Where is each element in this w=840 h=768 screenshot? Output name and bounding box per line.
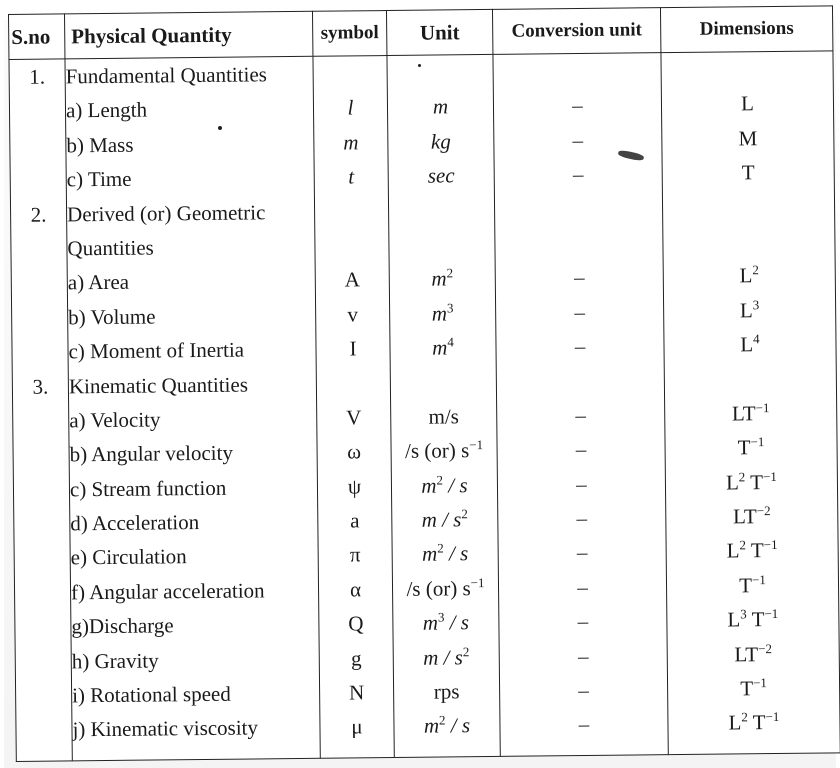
sno-cell xyxy=(16,644,71,679)
conversion-cell xyxy=(497,363,664,399)
dim-text: M xyxy=(738,125,758,151)
header-unit: Unit xyxy=(386,9,492,55)
dim-exponent: −2 xyxy=(758,640,773,656)
quantity-cell: c) Time xyxy=(66,166,132,192)
dimension-cell xyxy=(665,430,836,466)
symbol-cell xyxy=(317,366,390,401)
dim-text: LT xyxy=(731,401,756,426)
dim-exponent: 4 xyxy=(753,331,760,347)
sno-cell xyxy=(11,231,66,266)
unit-exponent: 2 xyxy=(436,472,444,488)
dim-exponent: −1 xyxy=(751,571,766,588)
unit-text: m/s xyxy=(428,404,460,429)
unit-cell xyxy=(392,502,497,537)
quantity-cell: j) Kinematic viscosity xyxy=(72,715,259,742)
unit-exponent: 2 xyxy=(461,506,468,522)
sno-cell xyxy=(12,335,67,370)
quantities-table xyxy=(8,5,840,762)
dim-text: T xyxy=(737,435,751,460)
unit-cell xyxy=(388,89,493,124)
quantity-cell: f) Angular acceleration xyxy=(70,578,265,605)
conversion-cell: – xyxy=(572,93,583,118)
conversion-cell xyxy=(495,191,662,227)
unit-cell xyxy=(394,708,499,743)
dim-exponent: 2 xyxy=(738,468,746,485)
symbol-cell: V xyxy=(346,405,362,430)
header-conversion-unit: Conversion unit xyxy=(492,8,660,55)
symbol-cell: t xyxy=(348,164,355,189)
quantity-cell: h) Gravity xyxy=(71,648,159,674)
sno-cell xyxy=(11,163,66,198)
quantity-cell: Quantities xyxy=(67,235,154,261)
sno-cell xyxy=(12,300,67,335)
quantity-cell: g)Discharge xyxy=(71,613,174,639)
conversion-cell: – xyxy=(572,127,584,152)
dim-text: LT xyxy=(732,504,757,529)
unit-cell xyxy=(393,605,498,640)
sno-cell: 3. xyxy=(32,374,49,399)
sno-cell xyxy=(10,94,65,129)
unit-text: sec xyxy=(427,163,455,188)
unit-text: / s xyxy=(444,610,470,635)
conversion-cell: – xyxy=(577,643,589,668)
unit-cell xyxy=(389,192,494,227)
unit-cell xyxy=(391,433,496,468)
unit-text: m xyxy=(431,301,448,326)
unit-cell xyxy=(389,158,494,193)
unit-exponent: 4 xyxy=(447,334,454,350)
conversion-cell xyxy=(495,225,662,261)
dim-text: L xyxy=(727,607,741,632)
conversion-cell: – xyxy=(575,437,587,462)
dim-text: T xyxy=(747,710,766,735)
unit-cell xyxy=(392,468,497,503)
symbol-cell: m xyxy=(343,130,359,155)
conversion-cell: – xyxy=(578,712,590,737)
dim-text: L xyxy=(739,297,753,323)
dim-text: T xyxy=(745,538,764,563)
quantity-cell: c) Stream function xyxy=(69,475,227,502)
sno-cell: 1. xyxy=(29,64,46,89)
ink-speck xyxy=(218,126,222,130)
quantity-cell: b) Volume xyxy=(68,304,156,330)
dim-exponent: −2 xyxy=(756,503,771,519)
unit-cell xyxy=(387,55,492,90)
sno-cell xyxy=(16,678,71,713)
unit-cell xyxy=(388,124,493,159)
quantity-cell: a) Area xyxy=(67,270,130,295)
header-physical-quantity: Physical Quantity xyxy=(65,11,313,59)
dimension-cell xyxy=(663,189,834,225)
conversion-cell: – xyxy=(572,162,584,187)
dim-text: L xyxy=(728,710,742,735)
quantity-cell: b) Mass xyxy=(66,132,134,158)
dimension-cell xyxy=(664,326,835,362)
body-row xyxy=(9,51,840,762)
dim-exponent: 3 xyxy=(740,606,747,622)
symbol-cell: μ xyxy=(351,714,363,739)
dim-text: LT xyxy=(734,641,759,667)
unit-exponent: −1 xyxy=(469,437,484,453)
symbol-cell: π xyxy=(349,542,361,567)
conversion-cell: – xyxy=(575,402,587,427)
dim-text: T xyxy=(746,607,765,632)
unit-cell xyxy=(394,674,499,709)
dimension-cell xyxy=(667,567,838,603)
dimension-cell xyxy=(666,533,837,569)
dimensions-column xyxy=(661,51,840,755)
sno-cell xyxy=(15,575,70,610)
unit-text: / s xyxy=(442,472,468,498)
unit-exponent: 2 xyxy=(437,540,444,557)
dim-text: T xyxy=(741,160,755,185)
sno-cell xyxy=(13,438,68,473)
symbol-cell: a xyxy=(350,508,360,533)
sno-cell xyxy=(10,128,65,163)
sno-cell xyxy=(15,541,70,576)
unit-exponent: 3 xyxy=(446,300,454,316)
dim-exponent: −1 xyxy=(765,709,780,725)
unit-cell xyxy=(390,261,495,296)
dim-exponent: −1 xyxy=(752,675,767,691)
dimension-cell xyxy=(661,51,832,87)
conversion-cell xyxy=(493,53,660,89)
dim-exponent: 2 xyxy=(739,537,747,553)
dim-exponent: 2 xyxy=(741,709,748,725)
quantity-cell: b) Angular velocity xyxy=(69,440,234,467)
unit-cell xyxy=(391,364,496,399)
symbol-cell: g xyxy=(350,645,362,671)
unit-text: m / s xyxy=(421,507,462,532)
dimension-cell xyxy=(668,636,839,672)
quantity-cell: a) Velocity xyxy=(69,407,161,433)
unit-text: /s (or) s xyxy=(406,576,471,601)
unit-exponent: −1 xyxy=(470,574,485,591)
dimension-cell xyxy=(662,86,833,122)
dim-text: T xyxy=(740,676,754,701)
dimension-cell xyxy=(665,361,836,397)
symbol-cell: ω xyxy=(347,439,362,464)
conversion-cell: – xyxy=(577,574,588,599)
quantity-cell: d) Acceleration xyxy=(70,510,200,536)
quantity-cell: c) Moment of Inertia xyxy=(68,337,245,364)
conversion-cell: – xyxy=(578,677,589,703)
symbol-cell: N xyxy=(348,680,365,705)
unit-cell xyxy=(389,227,494,262)
dimension-cell xyxy=(665,395,836,431)
conversion-cell: – xyxy=(574,299,586,324)
unit-text: m xyxy=(432,94,449,119)
unit-exponent: 2 xyxy=(462,643,470,659)
unit-text: m xyxy=(432,335,448,360)
symbol-cell: ψ xyxy=(347,474,362,499)
symbol-cell: α xyxy=(349,577,362,602)
header-sno: S.no xyxy=(9,14,65,60)
unit-text: /s (or) s xyxy=(404,438,470,464)
unit-text: kg xyxy=(430,129,451,154)
quantity-cell: Fundamental Quantities xyxy=(65,62,267,89)
symbol-cell: l xyxy=(347,95,354,120)
unit-cell xyxy=(393,536,498,571)
sno-cell xyxy=(15,610,70,645)
dimension-cell xyxy=(664,292,835,328)
dim-text: L xyxy=(726,538,740,563)
header-symbol: symbol xyxy=(312,11,386,57)
dimension-cell xyxy=(663,223,834,259)
dim-text: T xyxy=(745,469,764,494)
dim-exponent: 2 xyxy=(752,262,759,278)
unit-text: m / s xyxy=(423,644,463,670)
unit-cell xyxy=(394,640,499,675)
unit-text: / s xyxy=(445,713,471,738)
sno-cell xyxy=(12,266,67,301)
sno-cell xyxy=(16,713,71,748)
quantity-cell: i) Rotational speed xyxy=(72,681,231,708)
dim-text: L xyxy=(725,470,739,495)
dimension-cell xyxy=(668,670,839,706)
symbol-cell xyxy=(315,228,388,263)
dimension-cell xyxy=(667,602,838,638)
unit-column xyxy=(387,54,500,757)
unit-text: / s xyxy=(443,541,469,566)
sno-cell xyxy=(14,506,69,541)
unit-cell xyxy=(393,571,498,606)
unit-text: rps xyxy=(433,679,460,704)
conversion-cell: – xyxy=(576,471,587,496)
unit-exponent: 3 xyxy=(437,609,445,625)
symbol-cell: I xyxy=(349,336,357,361)
dimension-cell xyxy=(662,120,833,156)
unit-cell xyxy=(390,330,495,365)
dimension-cell xyxy=(666,498,837,534)
dimension-cell xyxy=(666,464,837,500)
sno-cell xyxy=(13,403,68,438)
unit-exponent: 2 xyxy=(438,712,446,728)
conversion-cell: – xyxy=(576,506,588,531)
dim-exponent: −1 xyxy=(750,434,765,450)
conversion-cell: – xyxy=(577,609,589,634)
symbol-cell xyxy=(315,194,388,229)
dim-exponent: −1 xyxy=(762,468,777,484)
sno-column xyxy=(9,59,72,762)
unit-text: m xyxy=(423,713,440,739)
dimension-cell xyxy=(668,705,839,741)
quantity-cell: Kinematic Quantities xyxy=(68,372,249,398)
conversion-cell: – xyxy=(574,334,586,359)
dim-exponent: −1 xyxy=(763,537,778,553)
symbol-cell xyxy=(313,56,386,91)
unit-exponent: 2 xyxy=(446,265,454,281)
quantity-column xyxy=(65,56,320,761)
symbol-column xyxy=(313,56,394,759)
symbol-cell: v xyxy=(347,302,359,327)
header-dimensions: Dimensions xyxy=(660,6,832,53)
dim-text: L xyxy=(739,263,753,288)
unit-cell xyxy=(390,296,495,331)
conversion-cell: – xyxy=(576,540,588,565)
dim-exponent: −1 xyxy=(764,606,779,622)
dim-text: L xyxy=(740,91,755,116)
unit-text: m xyxy=(421,542,438,567)
dim-text: L xyxy=(740,332,754,357)
symbol-cell: A xyxy=(344,267,361,292)
ink-speck xyxy=(418,64,421,67)
unit-text: m xyxy=(422,610,439,635)
dim-exponent: −1 xyxy=(755,399,770,416)
symbol-cell: Q xyxy=(348,611,364,636)
unit-text: m xyxy=(431,266,447,291)
quantity-cell: Derived (or) Geometric xyxy=(66,199,266,226)
dim-exponent: 3 xyxy=(752,296,760,312)
quantity-cell: e) Circulation xyxy=(70,544,187,570)
dimension-cell xyxy=(664,258,835,294)
dim-text: T xyxy=(739,573,753,598)
sno-cell: 2. xyxy=(30,202,47,227)
dimension-cell xyxy=(663,155,834,191)
unit-cell xyxy=(391,399,496,434)
quantity-cell: a) Length xyxy=(65,97,148,123)
sno-cell xyxy=(14,472,69,507)
conversion-cell: – xyxy=(573,265,585,290)
unit-text: m xyxy=(421,473,437,498)
